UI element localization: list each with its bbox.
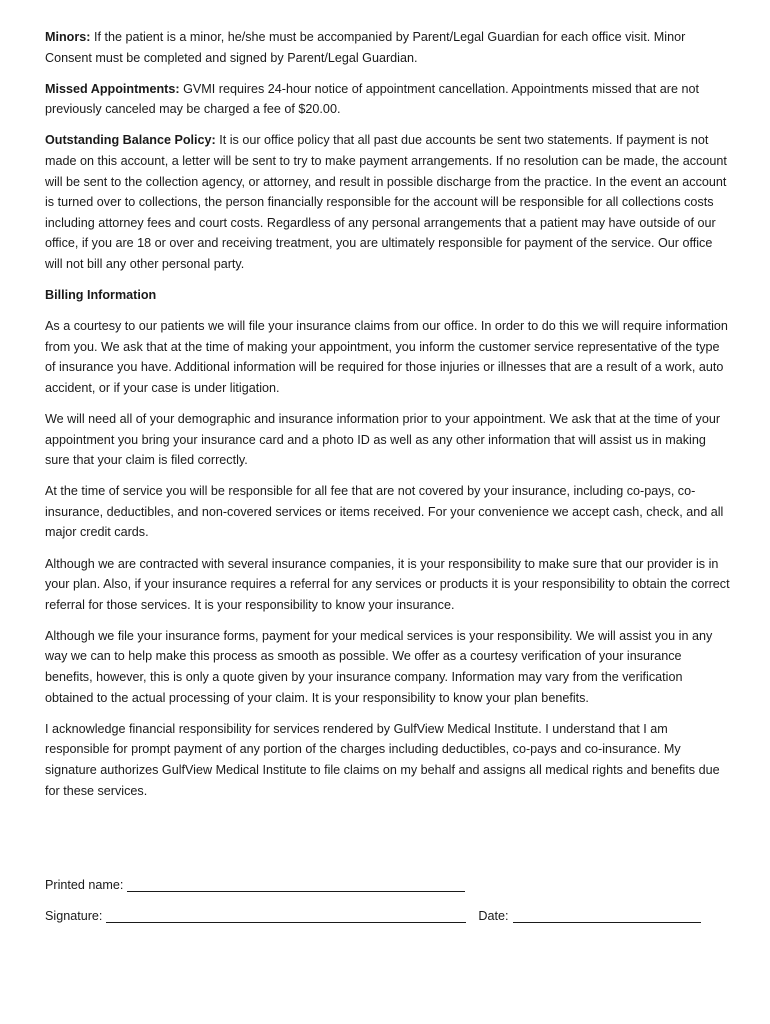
outstanding-balance-text: It is our office policy that all past due accounts be sent two statements. If payment is not made on this account, a letter will be sent to try to make payment arrangements. If no resolution can be made, the account will be sent to the collection agency, or attorney, and result in possible discharge from the practice. In the event an account is turned over to collections, the person financially responsible for the account will be responsible for all collections costs including attorney fees and court costs. Regardless of any personal arrangements that a patient may have outside of our office, if you are 18 or over and receiving treatment, you are ultimately responsible for payment of the service. Our office will not bill any other personal party. (45, 133, 727, 271)
billing-paragraph-contracted: Although we are contracted with several insurance companies, it is your responsibility to make sure that our provider is in your plan. Also, if your insurance requires a referral for any services or products it is your responsibility to obtain the correct referral for those services. It is your responsibility to know your insurance. (45, 556, 730, 612)
billing-paragraph-responsibility: Although we file your insurance forms, payment for your medical services is your responsibility. We will assist you in any way we can to help make this process as smooth as possible. We offer as a courtesy verification of your insurance benefits, however, this is only a quote given by your insurance company. Information may vary from the verification obtained to the actual processing of your claim. It is your responsibility to know your plan benefits. (45, 628, 713, 705)
billing-paragraph-courtesy: As a courtesy to our patients we will file your insurance claims from our office. In order to do this we will require information from you. We ask that at the time of making your appointment, you inform the customer service representative of the type of insurance you have. Additional information will be required for those injuries or illnesses that are a result of a work, auto accident, or if your case is under litigation. (45, 319, 728, 395)
printed-name-field[interactable] (127, 877, 465, 892)
signature-row (45, 908, 701, 923)
printed-name-row (45, 877, 465, 892)
minors-label: Minors: (45, 30, 91, 44)
signature-label: Signature: (45, 909, 103, 923)
signature-field[interactable] (106, 908, 466, 923)
billing-paragraph-demographic: We will need all of your demographic and insurance information prior to your appointment. We ask that at the time of your appointment you bring your insurance card and a photo ID as well as any other information that will assist us in making sure that your claim is filed correctly. (45, 412, 721, 468)
date-field[interactable] (513, 908, 701, 923)
outstanding-balance-label: Outstanding Balance Policy: (45, 133, 216, 148)
billing-paragraph-acknowledgement: I acknowledge financial responsibility for services rendered by GulfView Medical Institute. I understand that I am responsible for prompt payment of any portion of the charges including deductibles, co-pays and co-insurance. My signature authorizes GulfView Medical Institute to file claims on my behalf and assigns all medical rights and benefits due for these services. (45, 721, 720, 798)
missed-appointments-text: GVMI requires 24-hour notice of appointment cancellation. Appointments missed that are not previously canceled may be charged a fee of $20.00. (45, 81, 700, 117)
billing-information-heading: Billing Information (45, 288, 157, 303)
minors-paragraph (45, 27, 730, 68)
date-label: Date: (478, 909, 509, 923)
missed-appointments-label: Missed Appointments: (45, 81, 180, 96)
minors-text: If the patient is a minor, he/she must be accompanied by Parent/Legal Guardian for each office visit. Minor Consent must be completed and signed by Parent/Legal Guardian. (45, 30, 686, 65)
outstanding-balance-paragraph (45, 130, 730, 274)
missed-appointments-paragraph (45, 79, 730, 120)
printed-name-label: Printed name: (45, 878, 124, 892)
billing-paragraph-time-of-service: At the time of service you will be responsible for all fee that are not covered by your insurance, including co-pays, co-insurance, deductibles, and non-covered services or items received. For your convenience we accept cash, check, and all major credit cards. (45, 484, 724, 540)
